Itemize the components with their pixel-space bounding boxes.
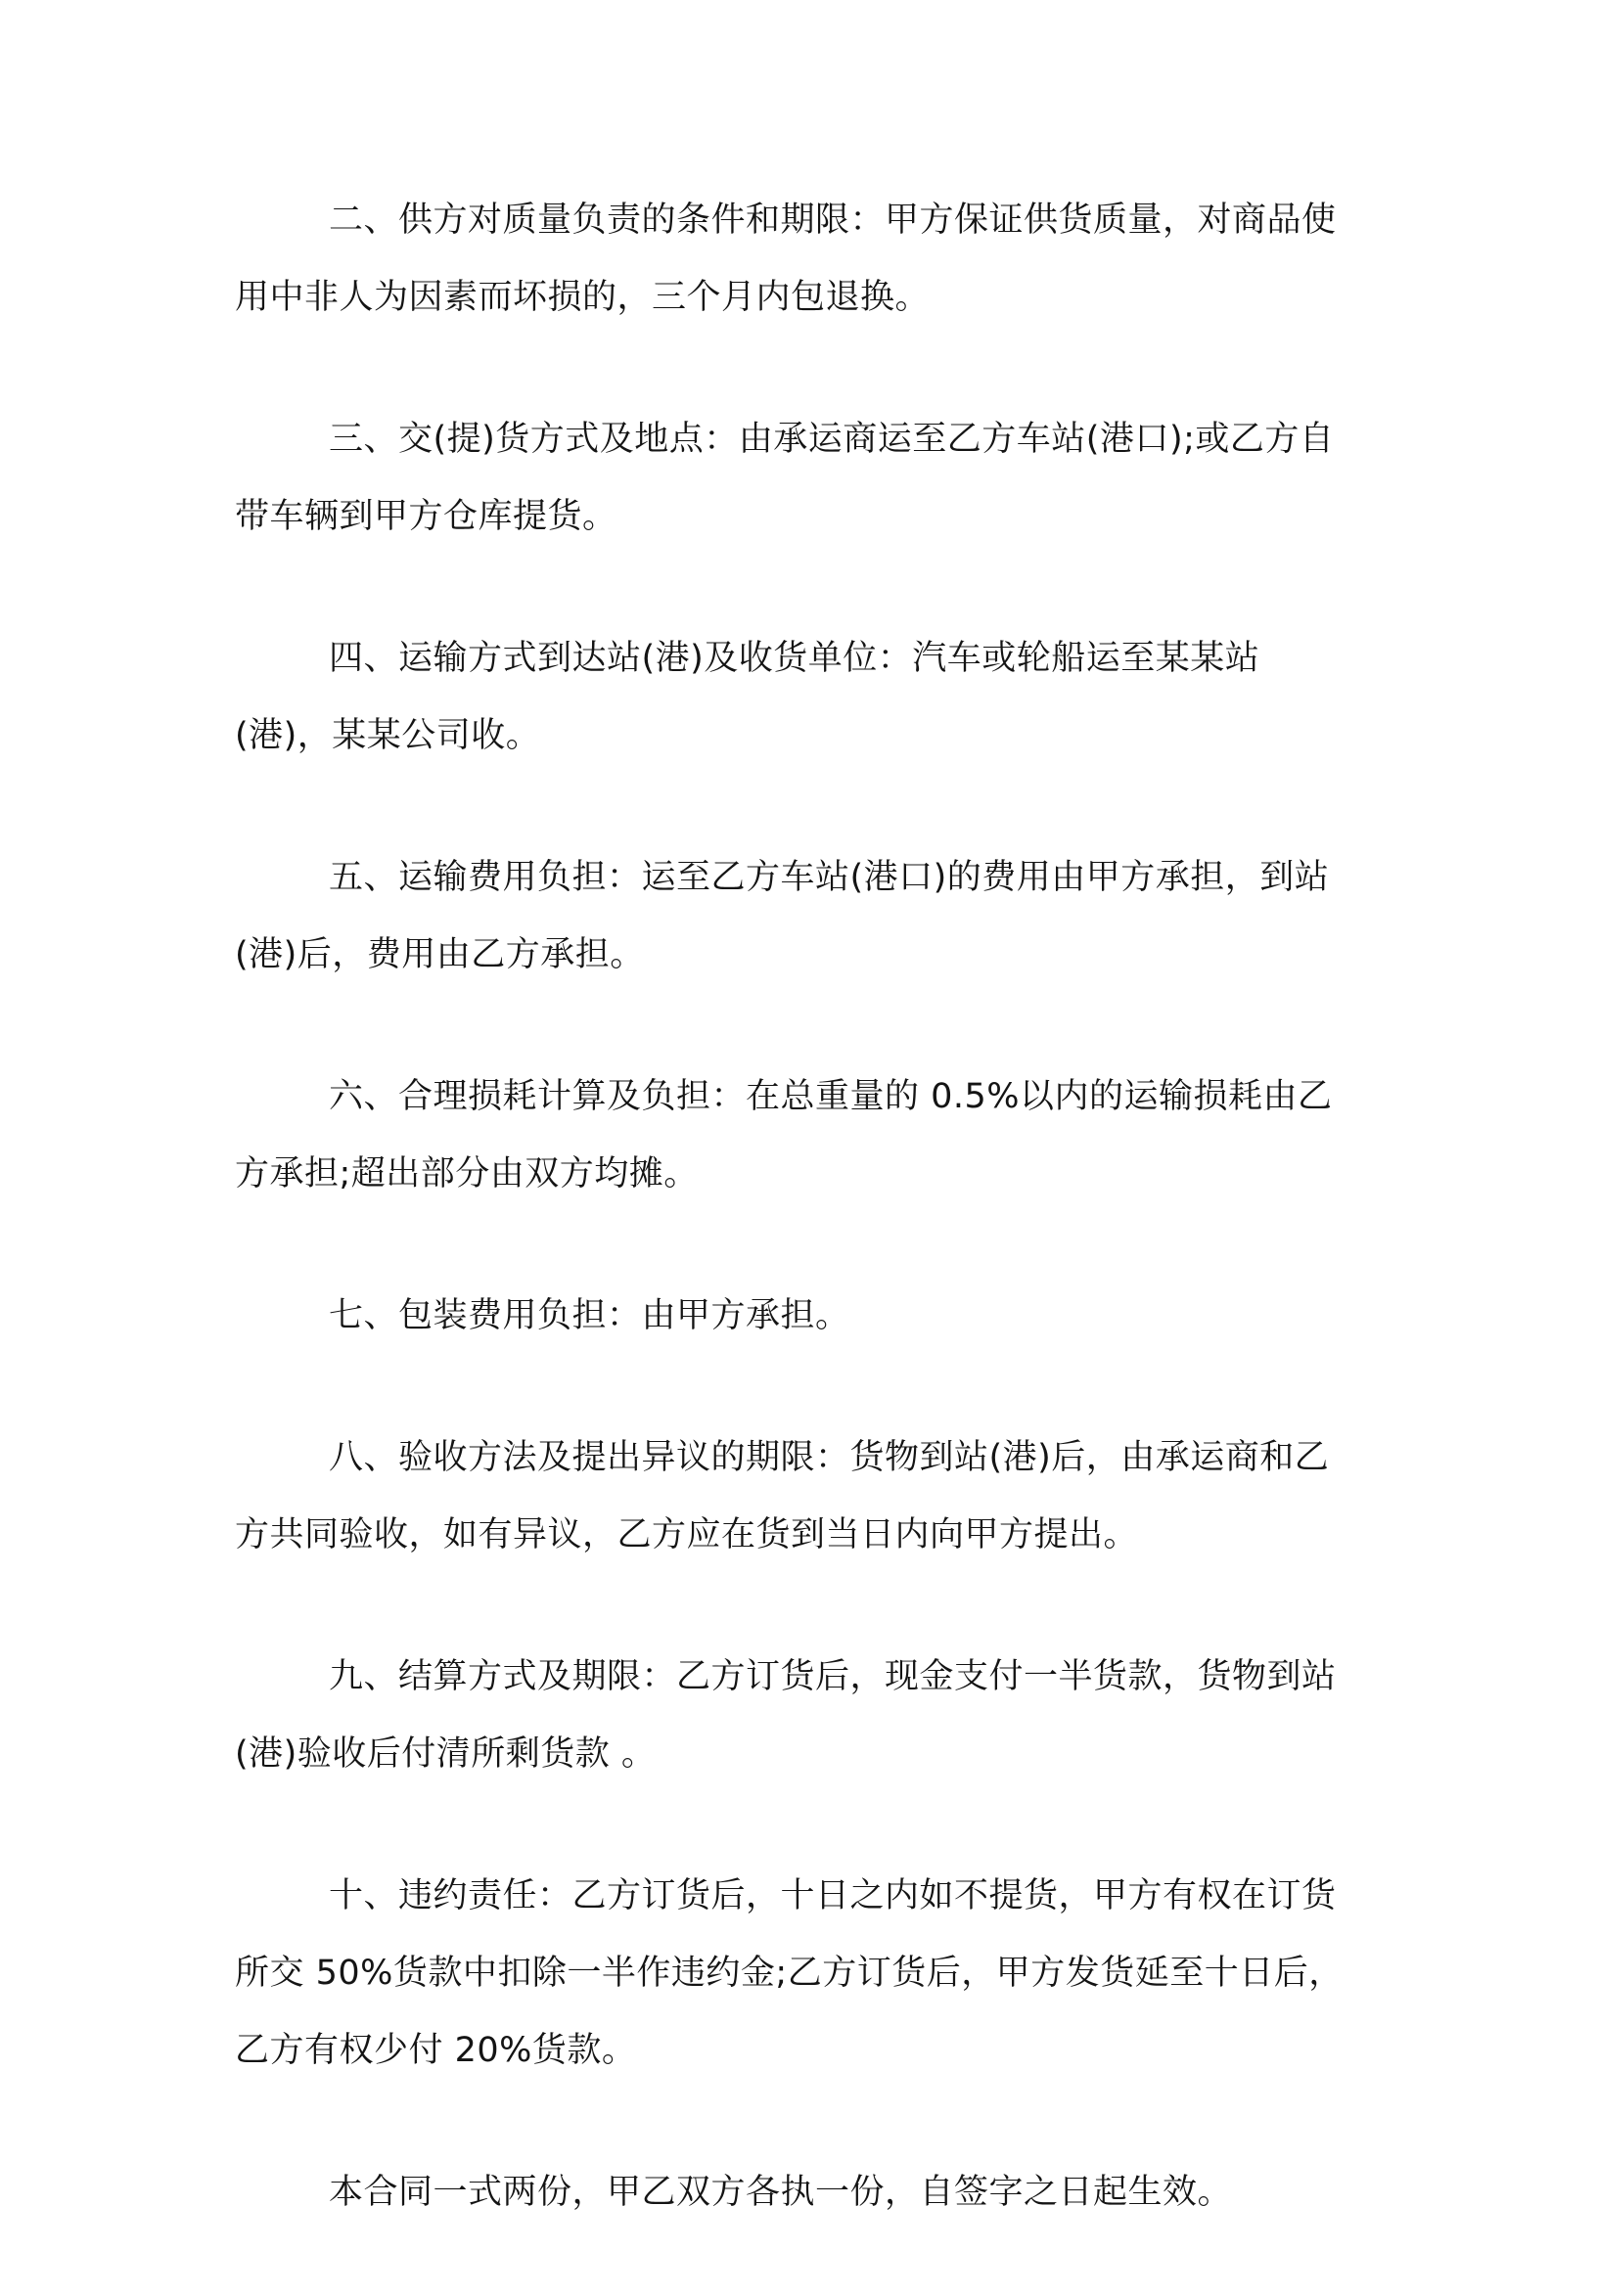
clause-3-delivery-method: 三、交(提)货方式及地点：由承运商运至乙方车站(港口);或乙方自带车辆到甲方仓库提货。 <box>235 420 1335 536</box>
clause-4-transport-destination: 四、运输方式到达站(港)及收货单位：汽车或轮船运至某某站(港)，某某公司收。 <box>235 639 1260 755</box>
clause-9-settlement: 九、结算方式及期限：乙方订货后，现金支付一半货款，货物到站(港)验收后付清所剩货款 。 <box>235 1657 1337 1774</box>
clause-7-packaging-cost: 七、包装费用负担：由甲方承担。 <box>329 1296 850 1335</box>
clause-5-transport-cost: 五、运输费用负担：运至乙方车站(港口)的费用由甲方承担，到站(港)后，费用由乙方承担。 <box>235 858 1330 974</box>
clause-10-breach-liability: 十、违约责任：乙方订货后，十日之内如不提货，甲方有权在订货所交 50%货款中扣除一半作违约金;乙方订货后，甲方发货延至十日后，乙方有权少付 20%货款。 <box>235 1876 1344 2070</box>
clause-2-quality-responsibility: 二、供方对质量负责的条件和期限：甲方保证供货质量，对商品使用中非人为因素而坏损的，三个月内包退换。 <box>235 201 1337 317</box>
clause-6-loss-calculation: 六、合理损耗计算及负担：在总重量的 0.5%以内的运输损耗由乙方承担;超出部分由双方均摊。 <box>235 1077 1333 1193</box>
clause-8-acceptance-objection: 八、验收方法及提出异议的期限：货物到站(港)后，由承运商和乙方共同验收，如有异议，乙方应在货到当日内向甲方提出。 <box>235 1438 1330 1554</box>
contract-effective-statement: 本合同一式两份，甲乙双方各执一份，自签字之日起生效。 <box>329 2173 1233 2212</box>
contract-body <box>235 182 1356 2296</box>
